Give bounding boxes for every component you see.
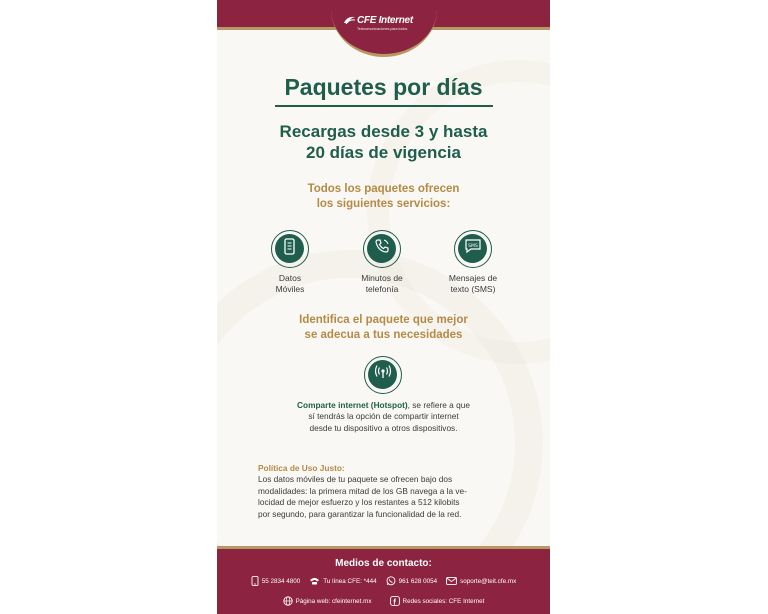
logo-tagline: Telecomunicaciones para todos: [357, 27, 408, 31]
contact-email[interactable]: [446, 577, 516, 585]
policy-line: locidad de mejor esfuerzo y los restantes a 512 kilobits: [258, 497, 460, 508]
social-media-icon: [390, 596, 400, 606]
logo-brand: CFE Internet: [357, 15, 413, 26]
telephone-handset-icon: [309, 577, 320, 585]
page-title: Paquetes por días: [284, 74, 483, 100]
subtitle-line: 20 días de vigencia: [306, 143, 461, 162]
phone-icon: [251, 576, 259, 586]
promo-poster: [217, 0, 550, 614]
service-phone-minutes: [337, 230, 427, 295]
svg-text:SMS: SMS: [467, 244, 478, 249]
contact-title: Medios de contacto:: [335, 558, 432, 569]
contact-phone[interactable]: [251, 576, 301, 586]
hotspot-text-line: sí tendrás la opción de compartir internet: [308, 411, 459, 422]
service-label: texto (SMS): [450, 284, 496, 294]
hotspot-bold-label: Comparte internet (Hotspot): [297, 400, 408, 410]
subtitle-line: Recargas desde 3 y hasta: [279, 122, 488, 141]
service-label: telefonía: [365, 284, 399, 294]
title-underline: [275, 105, 493, 107]
hotspot-text-line: , se refiere a que: [407, 400, 470, 410]
policy-line: modalidades: la primera mitad de los GB navega a la ve-: [258, 485, 467, 496]
hotspot-badge: [364, 356, 402, 394]
sms-icon: [464, 238, 482, 259]
mail-icon: [446, 577, 457, 585]
subtitle: [217, 121, 550, 163]
mobile-data-icon: [282, 238, 297, 260]
contact-website-text: Página web: cfeinternet.mx: [295, 597, 372, 605]
identify-line: Identifica el paquete que mejor: [299, 314, 468, 326]
contact-social-text: Redes sociales: CFE Internet: [402, 597, 485, 605]
contact-whatsapp-text: 961 628 0054: [398, 577, 438, 585]
policy-line: por segundo, para garantizar la funcionalidad de la red.: [258, 508, 462, 519]
hotspot-icon: [374, 363, 392, 386]
contact-cfe-line[interactable]: [309, 577, 376, 585]
logo-mark-icon: [343, 15, 356, 28]
identify-line: se adecua a tus necesidades: [304, 329, 463, 341]
service-mobile-data: [245, 230, 335, 295]
services-intro: [217, 182, 550, 212]
contact-row: [217, 576, 550, 586]
service-label: Móviles: [275, 284, 305, 294]
contact-whatsapp[interactable]: [386, 576, 438, 586]
contact-footer: [217, 546, 550, 614]
service-sms: [428, 230, 518, 295]
services-intro-line: Todos los paquetes ofrecen: [307, 183, 460, 195]
contact-social[interactable]: [390, 596, 485, 606]
fair-use-policy: [258, 463, 518, 520]
contact-email-text: soporte@teit.cfe.mx: [460, 577, 517, 585]
whatsapp-icon: [386, 576, 396, 586]
policy-title: Política de Uso Justo:: [258, 463, 345, 473]
service-label: Mensajes de: [448, 273, 498, 283]
service-label: Datos: [278, 273, 302, 283]
identify-heading: [217, 313, 550, 343]
globe-icon: [283, 596, 293, 606]
contact-phone-text: 55 2834 4800: [261, 577, 301, 585]
service-label: Minutos de: [361, 273, 403, 283]
contact-row: [217, 596, 550, 606]
contact-cfe-line-text: Tu línea CFE: *444: [323, 577, 377, 585]
hotspot-text-line: desde tu dispositivo a otros dispositivos.: [309, 422, 458, 433]
contact-website[interactable]: [283, 596, 372, 606]
policy-line: Los datos móviles de tu paquete se ofrecen bajo dos: [258, 474, 453, 485]
services-intro-line: los siguientes servicios:: [316, 198, 451, 210]
hotspot-description: [217, 400, 550, 434]
cfe-internet-logo: [343, 13, 427, 33]
phone-call-icon: [374, 238, 390, 259]
